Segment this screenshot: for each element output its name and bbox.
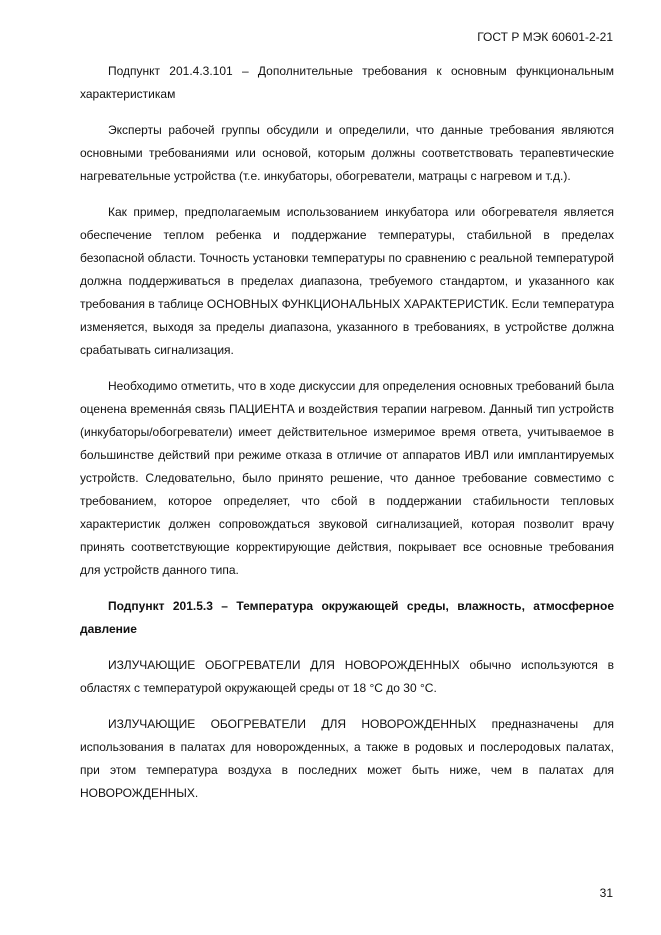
document-body xyxy=(80,60,614,805)
page-header-standard: ГОСТ Р МЭК 60601-2-21 xyxy=(477,30,613,44)
paragraph-subclause-201-5-3: Подпункт 201.5.3 – Температура окружающей среды, влажность, атмосферное давление xyxy=(80,599,614,636)
paragraph-discussion: Необходимо отметить, что в ходе дискуссии для определения основных требований была оценена временна́я связь ПАЦИЕНТА и воздействия терапии нагревом. Данный тип устройств (инкубаторы/обогреватели) имеет действительное измеримое время ответа, учитываемое в большинстве действий при режиме отказа в отличие от аппаратов ИВЛ или имплантируемых устройств. Следовательно, было принято решение, что данное требование совместимо с требованием, которое определяет, что сбой в поддержании стабильности тепловых характеристик должен сопровождаться звуковой сигнализацией, которая позволит врачу принять соответствующие корректирующие действия, покрывает все основные требования для устройств данного типа. xyxy=(80,379,614,577)
paragraph-example: Как пример, предполагаемым использованием инкубатора или обогревателя является обеспечение теплом ребенка и поддержание температуры, стабильной в пределах безопасной области. Точность установки температуры по сравнению с реальной температурой должна поддерживаться в пределах диапазона, требуемого стандартом, и указанного как требования в таблице ОСНОВНЫХ ФУНКЦИОНАЛЬНЫХ ХАРАКТЕРИСТИК. Если температура изменяется, выходя за пределы диапазона, указанного в требованиях, в устройстве должна срабатывать сигнализация. xyxy=(80,205,614,357)
paragraph-experts: Эксперты рабочей группы обсудили и определили, что данные требования являются основными требованиями или основой, которым должны соответствовать терапевтические нагревательные устройства (т.е. инкубаторы, обогреватели, матрацы с нагревом и т.д.). xyxy=(80,123,614,183)
paragraph-ambient-temperature: ИЗЛУЧАЮЩИЕ ОБОГРЕВАТЕЛИ ДЛЯ НОВОРОЖДЕННЫХ обычно используются в областях с температурой окружающей среды от 18 °С до 30 °С. xyxy=(80,658,614,695)
page-number: 31 xyxy=(599,886,613,900)
paragraph-usage-rooms: ИЗЛУЧАЮЩИЕ ОБОГРЕВАТЕЛИ ДЛЯ НОВОРОЖДЕННЫХ предназначены для использования в палатах для новорожденных, а также в родовых и послеродовых палатах, при этом температура воздуха в последних может быть ниже, чем в палатах для НОВОРОЖДЕННЫХ. xyxy=(80,717,614,800)
paragraph-subclause-201-4-3-101: Подпункт 201.4.3.101 – Дополнительные требования к основным функциональным характеристикам xyxy=(80,64,614,101)
